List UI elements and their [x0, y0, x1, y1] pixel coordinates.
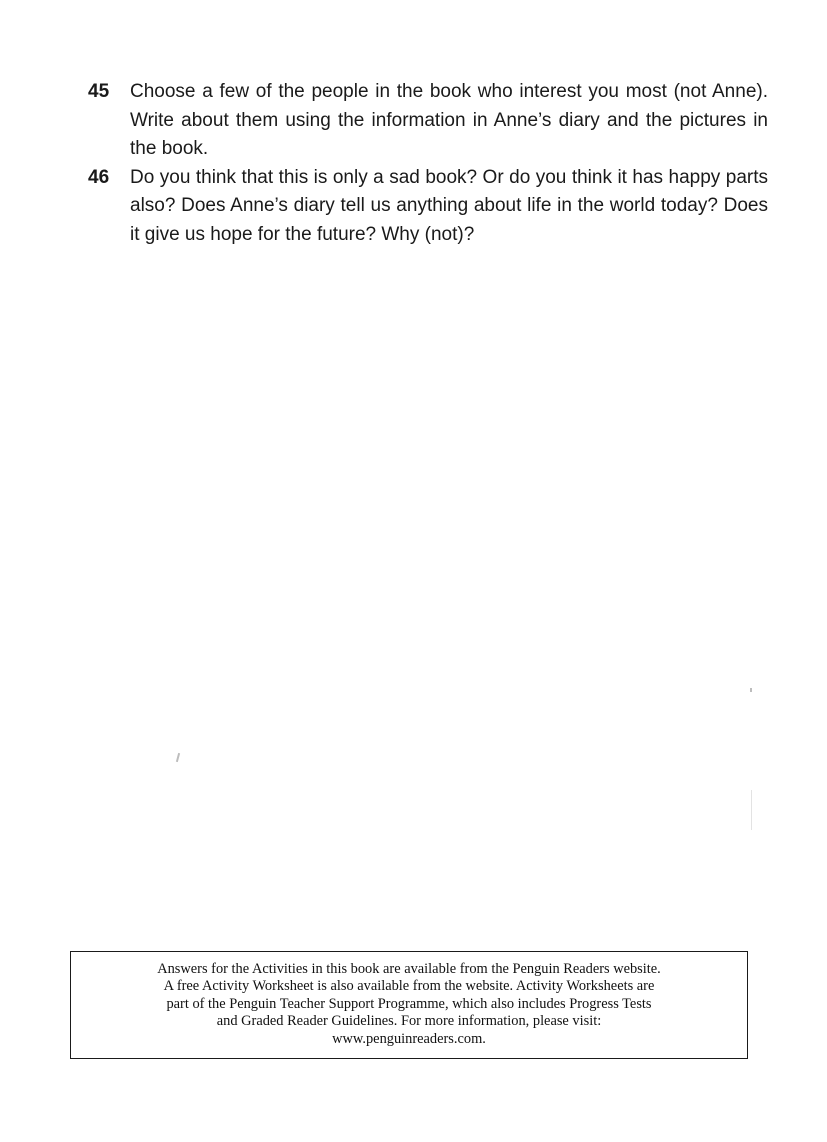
question-46 [88, 164, 768, 250]
info-line: A free Activity Worksheet is also available from the website. Activity Worksheets are [163, 978, 655, 995]
question-text: Do you think that this is only a sad book? Or do you think it has happy parts also? Does Anne’s diary tell us anything about life in the world today? Does it give us hope for the future? Why (not)? [130, 166, 768, 245]
activity-questions [88, 78, 768, 249]
info-line: and Graded Reader Guidelines. For more information, please visit: [216, 1013, 602, 1030]
answers-info-box [70, 951, 748, 1059]
question-number: 46 [88, 166, 110, 188]
question-number: 45 [88, 81, 110, 102]
scan-speck [176, 753, 180, 762]
info-line: Answers for the Activities in this book are available from the Penguin Readers website. [157, 961, 661, 977]
question-text: Choose a few of the people in the book who interest you most (not Anne). Write about them using the information in Anne’s diary and the pictures in the book. [130, 81, 768, 159]
info-line: part of the Penguin Teacher Support Programme, which also includes Progress Tests [166, 995, 652, 1012]
question-45 [88, 78, 768, 164]
website-link: www.penguinreaders.com. [332, 1030, 486, 1047]
scan-speck [750, 688, 752, 692]
scan-speck [751, 790, 752, 830]
